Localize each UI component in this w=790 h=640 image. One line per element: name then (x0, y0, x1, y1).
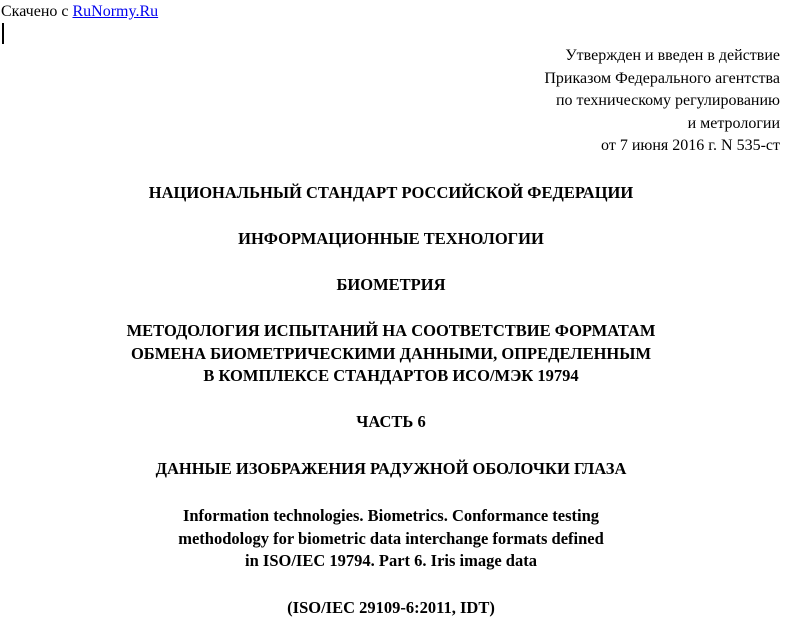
english-title-line: Information technologies. Biometrics. Conformance testing (182, 506, 600, 525)
field-heading: ИНФОРМАЦИОННЫЕ ТЕХНОЛОГИИ (238, 229, 544, 248)
approval-line: Приказом Федерального агентства (544, 69, 780, 87)
approval-line: по техническому регулированию (555, 92, 780, 109)
approval-line: Утвержден и введен в действие (565, 47, 780, 64)
source-link[interactable]: RuNormy.Ru (72, 3, 159, 20)
iso-reference: (ISO/IEC 29109-6:2011, IDT) (287, 598, 495, 617)
part-heading: ЧАСТЬ 6 (356, 412, 426, 431)
source-line (1, 2, 158, 21)
document-title (0, 320, 782, 388)
english-title (0, 505, 782, 573)
approval-line: от 7 июня 2016 г. N 535-ст (601, 137, 780, 154)
part-title: ДАННЫЕ ИЗОБРАЖЕНИЯ РАДУЖНОЙ ОБОЛОЧКИ ГЛАЗА (155, 459, 627, 478)
approval-block (544, 45, 780, 158)
english-title-line: in ISO/IEC 19794. Part 6. Iris image data (245, 551, 537, 570)
text-cursor (2, 23, 4, 44)
subfield-heading: БИОМЕТРИЯ (336, 275, 446, 294)
english-title-line: methodology for biometric data interchange formats defined (178, 528, 604, 548)
document-title-line: ОБМЕНА БИОМЕТРИЧЕСКИМИ ДАННЫМИ, ОПРЕДЕЛЕННЫМ (130, 343, 652, 363)
approval-line: и метрологии (687, 114, 780, 132)
source-prefix: Скачено с (1, 3, 73, 20)
document-title-line: МЕТОДОЛОГИЯ ИСПЫТАНИЙ НА СООТВЕТСТВИЕ ФОРМАТАМ (126, 321, 656, 340)
document-title-line: В КОМПЛЕКСЕ СТАНДАРТОВ ИСО/МЭК 19794 (203, 366, 579, 385)
standard-type-heading: НАЦИОНАЛЬНЫЙ СТАНДАРТ РОССИЙСКОЙ ФЕДЕРАЦИИ (148, 183, 634, 202)
